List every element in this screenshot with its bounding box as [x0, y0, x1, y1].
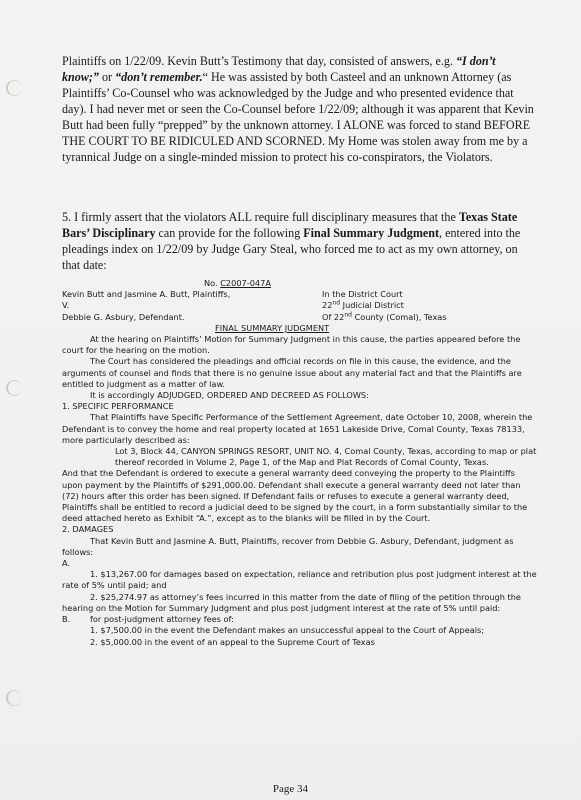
judgment-heading: FINAL SUMMARY JUDGMENT — [215, 322, 330, 333]
text: Of 22 — [322, 311, 345, 322]
text: 5. I firmly assert that the violators ALL require full disciplinary measures that the — [62, 210, 459, 224]
judgment-paragraph: That Plaintiffs have Specific Performance of the Settlement Agreement, date October 10, 2008, wherein the Defendant is to convey the home and real property located at 1651 Lakeside Drive, Comal County, Texas 78133, more particularly described as: — [62, 412, 533, 445]
page-number: Page 34 — [272, 783, 309, 795]
text: Judicial District — [340, 300, 404, 311]
quote-text: don’t know;” — [62, 54, 496, 84]
text: for post-judgment attorney fees of: — [90, 614, 234, 625]
testimony-paragraph — [62, 53, 534, 165]
paragraph-5 — [62, 209, 534, 273]
quote-text: “don’t remember. — [115, 70, 203, 84]
caption-block — [62, 289, 538, 323]
text: can provide for the following — [155, 226, 304, 240]
caption-right: In the District Court — [322, 289, 403, 300]
caption-left: Kevin Butt and Jasmine A. Butt, Plaintiffs, — [62, 289, 231, 300]
judgment-paragraph: The Court has considered the pleadings and official records on file in this cause, the evidence, and the arguments of counsel and finds that there is no genuine issue about any material fact and that the Plaintiffs are entitled to judgment as a matter of law. — [62, 356, 522, 389]
judgment-paragraph: And that the Defendant is ordered to execute a general warranty deed conveying the property to the Plaintiffs upon payment by the Plaintiffs of $291,000.00. Defendant shall execute a general warranty deed not later than (72) hours after this order has been signed. If Defendant fails or refuses to execute a general warranty deed, Plaintiffs shall be entitled to record a judicial deed to be signed by the court, in a form substantially similar to the deed attached hereto as Exhibit “A.”, except as to the blanks will be filled in by the Court. — [62, 468, 528, 524]
judgment-item: 1. $13,267.00 for damages based on expectation, reliance and retribution plus post judgment interest at the rate of 5% until paid; and — [62, 569, 537, 591]
judgment-item: 1. $7,500.00 in the event the Defendant makes an unsuccessful appeal to the Court of Appeals; — [90, 625, 485, 636]
judgment-paragraph: That Kevin Butt and Jasmine A. Butt, Plaintiffs, recover from Debbie G. Asbury, Defendant, judgment as follows: — [62, 535, 514, 557]
caption-right — [322, 300, 447, 311]
judgment-item: 2. $5,000.00 in the event of an appeal to the Supreme Court of Texas — [90, 636, 375, 647]
text: 22 — [322, 300, 333, 311]
quote-text: “I — [455, 54, 467, 68]
property-description: Lot 3, Block 44, CANYON SPRINGS RESORT, UNIT NO. 4, Comal County, Texas, according to map or plat thereof recorded in Volume 2, Page 1, of the Map and Plat Records of Comal County, Texas. — [115, 446, 537, 468]
subsection-label: B. — [62, 614, 71, 625]
bold-text: Texas State Bars’ Disciplinary — [62, 210, 518, 240]
caption-right — [322, 312, 447, 323]
case-number-value: C2007-047A — [220, 278, 271, 288]
bold-text: Final Summary Judgment — [303, 226, 440, 240]
caption-left: V. — [62, 300, 70, 311]
binder-hole — [6, 690, 22, 706]
section-heading: 2. DAMAGES — [62, 524, 114, 535]
superscript: nd — [344, 310, 352, 318]
text: Plaintiffs on 1/22/09. Kevin Butt’s Testimony that day, consisted of answers, e.g. — [62, 54, 456, 68]
section-heading: 1. SPECIFIC PERFORMANCE — [62, 401, 174, 412]
binder-hole — [6, 380, 22, 396]
final-summary-judgment — [62, 278, 538, 648]
text: “ He was assisted by both Casteel and an unknown Attorney (as Plaintiffs’ Co-Counsel who was acknowledged by the Judge and who presented evidence that day). I had never met or seen the Co-Counsel before 1/22/09; although it was apparent that Kevin Butt had been fully “prepped” by the unknown attorney. I ALONE was forced to stand BEFORE THE COURT TO BE RIDICULED AND SCORNED. My Home was stolen away from me by a tyrannical Judge on a single-minded mission to protect his co-conspirators, the Violators. — [62, 70, 534, 164]
binder-hole — [6, 80, 22, 96]
text: County (Comal), Texas — [351, 311, 447, 322]
judgment-item: 2. $25,274.97 as attorney’s fees incurred in this matter from the date of filing of the petition through the hearing on the Motion for Summary Judgment and plus post judgment interest at the rate of 5% until paid: — [62, 591, 521, 613]
text: , entered into the pleadings index on 1/22/09 by Judge Gary Steal, who forced me to act as my own attorney, on that date: — [62, 226, 521, 272]
caption-left: Debbie G. Asbury, Defendant. — [62, 311, 185, 322]
case-number-label: No. — [204, 278, 221, 288]
case-number — [62, 278, 538, 289]
subsection-label-b — [62, 614, 538, 625]
judgment-paragraph: It is accordingly ADJUDGED, ORDERED AND DECREED AS FOLLOWS: — [90, 390, 369, 401]
text: or — [98, 70, 116, 84]
subsection-label: A. — [62, 558, 71, 569]
superscript: nd — [332, 299, 341, 307]
judgment-paragraph: At the hearing on Plaintiffs’ Motion for Summary Judgment in this cause, the parties appeared before the court for the hearing on the motion. — [62, 334, 521, 356]
